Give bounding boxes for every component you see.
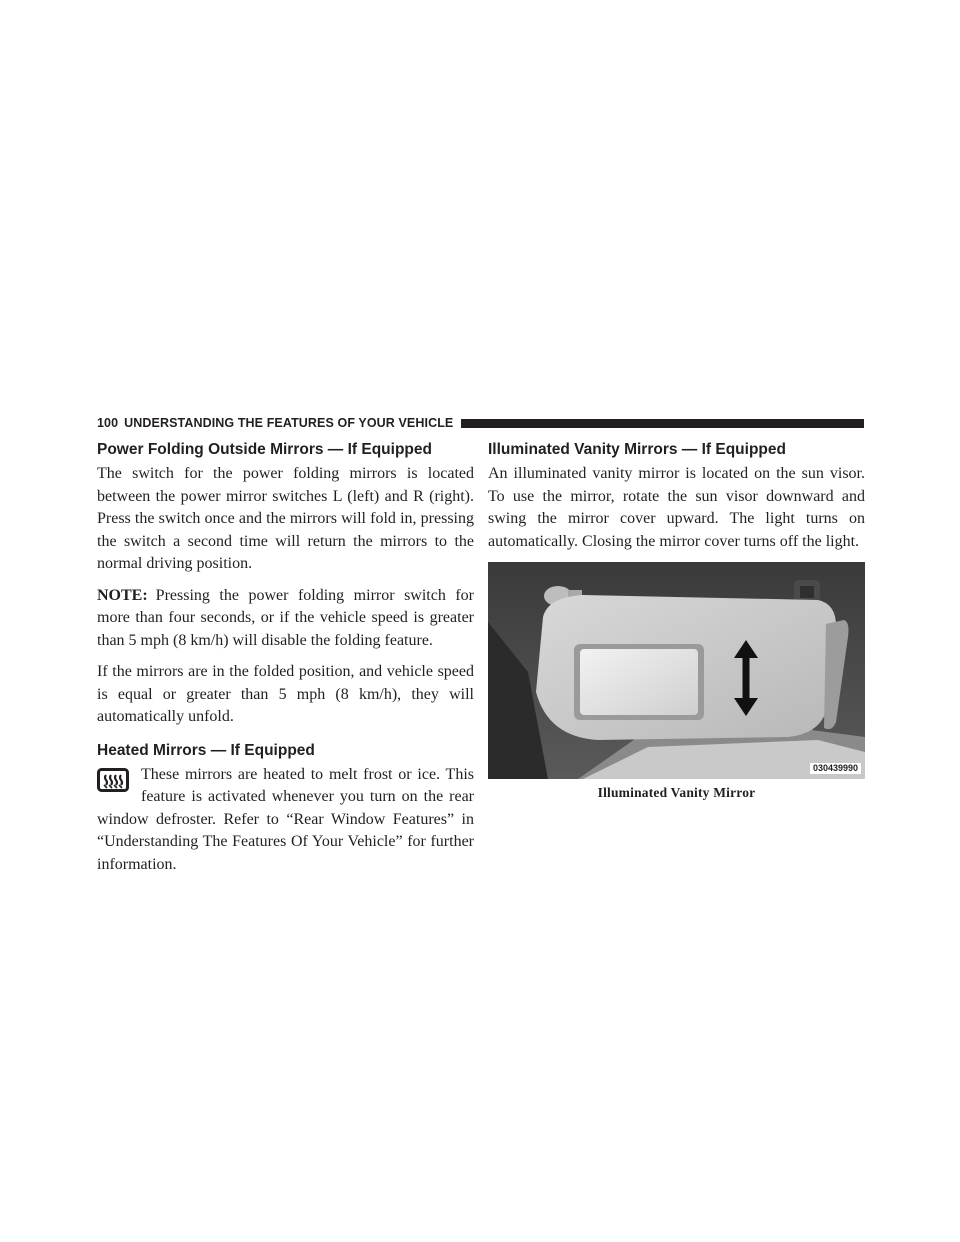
unfold-paragraph: If the mirrors are in the folded position, and vehicle speed is equal or greater than 5 mph (8 km/h), they will automatically unfold. (97, 663, 474, 725)
vanity-mirrors-paragraph: An illuminated vanity mirror is located on the sun visor. To use the mirror, rotate the sun visor downward and swing the mirror cover upward. The light turns on automatically. Closing the mirror cover turns off the light. (488, 465, 865, 550)
note-text: Pressing the power folding mirror switch for more than four seconds, or if the vehicle speed is greater than 5 mph (8 km/h) will disable the folding feature. (97, 586, 474, 649)
heated-mirrors-paragraph: These mirrors are heated to melt frost or ice. This feature is activated whenever you turn on the rear window defroster. Refer to “Rear Window Features” in “Understanding The Features Of Your Vehicle” for further information. (97, 765, 474, 873)
page-header (97, 415, 864, 431)
figure-caption: Illuminated Vanity Mirror (597, 785, 756, 800)
header-rule (461, 419, 864, 428)
note-label: NOTE: (97, 586, 148, 604)
power-folding-heading: Power Folding Outside Mirrors — If Equipped (97, 441, 432, 458)
left-column (97, 440, 474, 885)
section-title: UNDERSTANDING THE FEATURES OF YOUR VEHICLE (124, 416, 454, 430)
heated-mirrors-heading: Heated Mirrors — If Equipped (97, 741, 315, 759)
vanity-mirrors-heading: Illuminated Vanity Mirrors — If Equipped (488, 441, 786, 458)
heated-mirrors-block (97, 764, 474, 877)
sun-visor-illustration (488, 562, 865, 779)
right-column (488, 440, 865, 801)
vanity-mirror-figure (488, 562, 865, 779)
note-paragraph (97, 585, 474, 653)
page-number: 100 (97, 416, 119, 430)
figure-code: 030439990 (810, 763, 861, 774)
rear-defroster-icon (97, 768, 129, 792)
power-folding-paragraph: The switch for the power folding mirrors is located between the power mirror switches L (left) and R (right). Press the switch once and the mirrors will fold in, pressing the switch a second time will return the mirrors to the normal driving position. (97, 465, 474, 572)
